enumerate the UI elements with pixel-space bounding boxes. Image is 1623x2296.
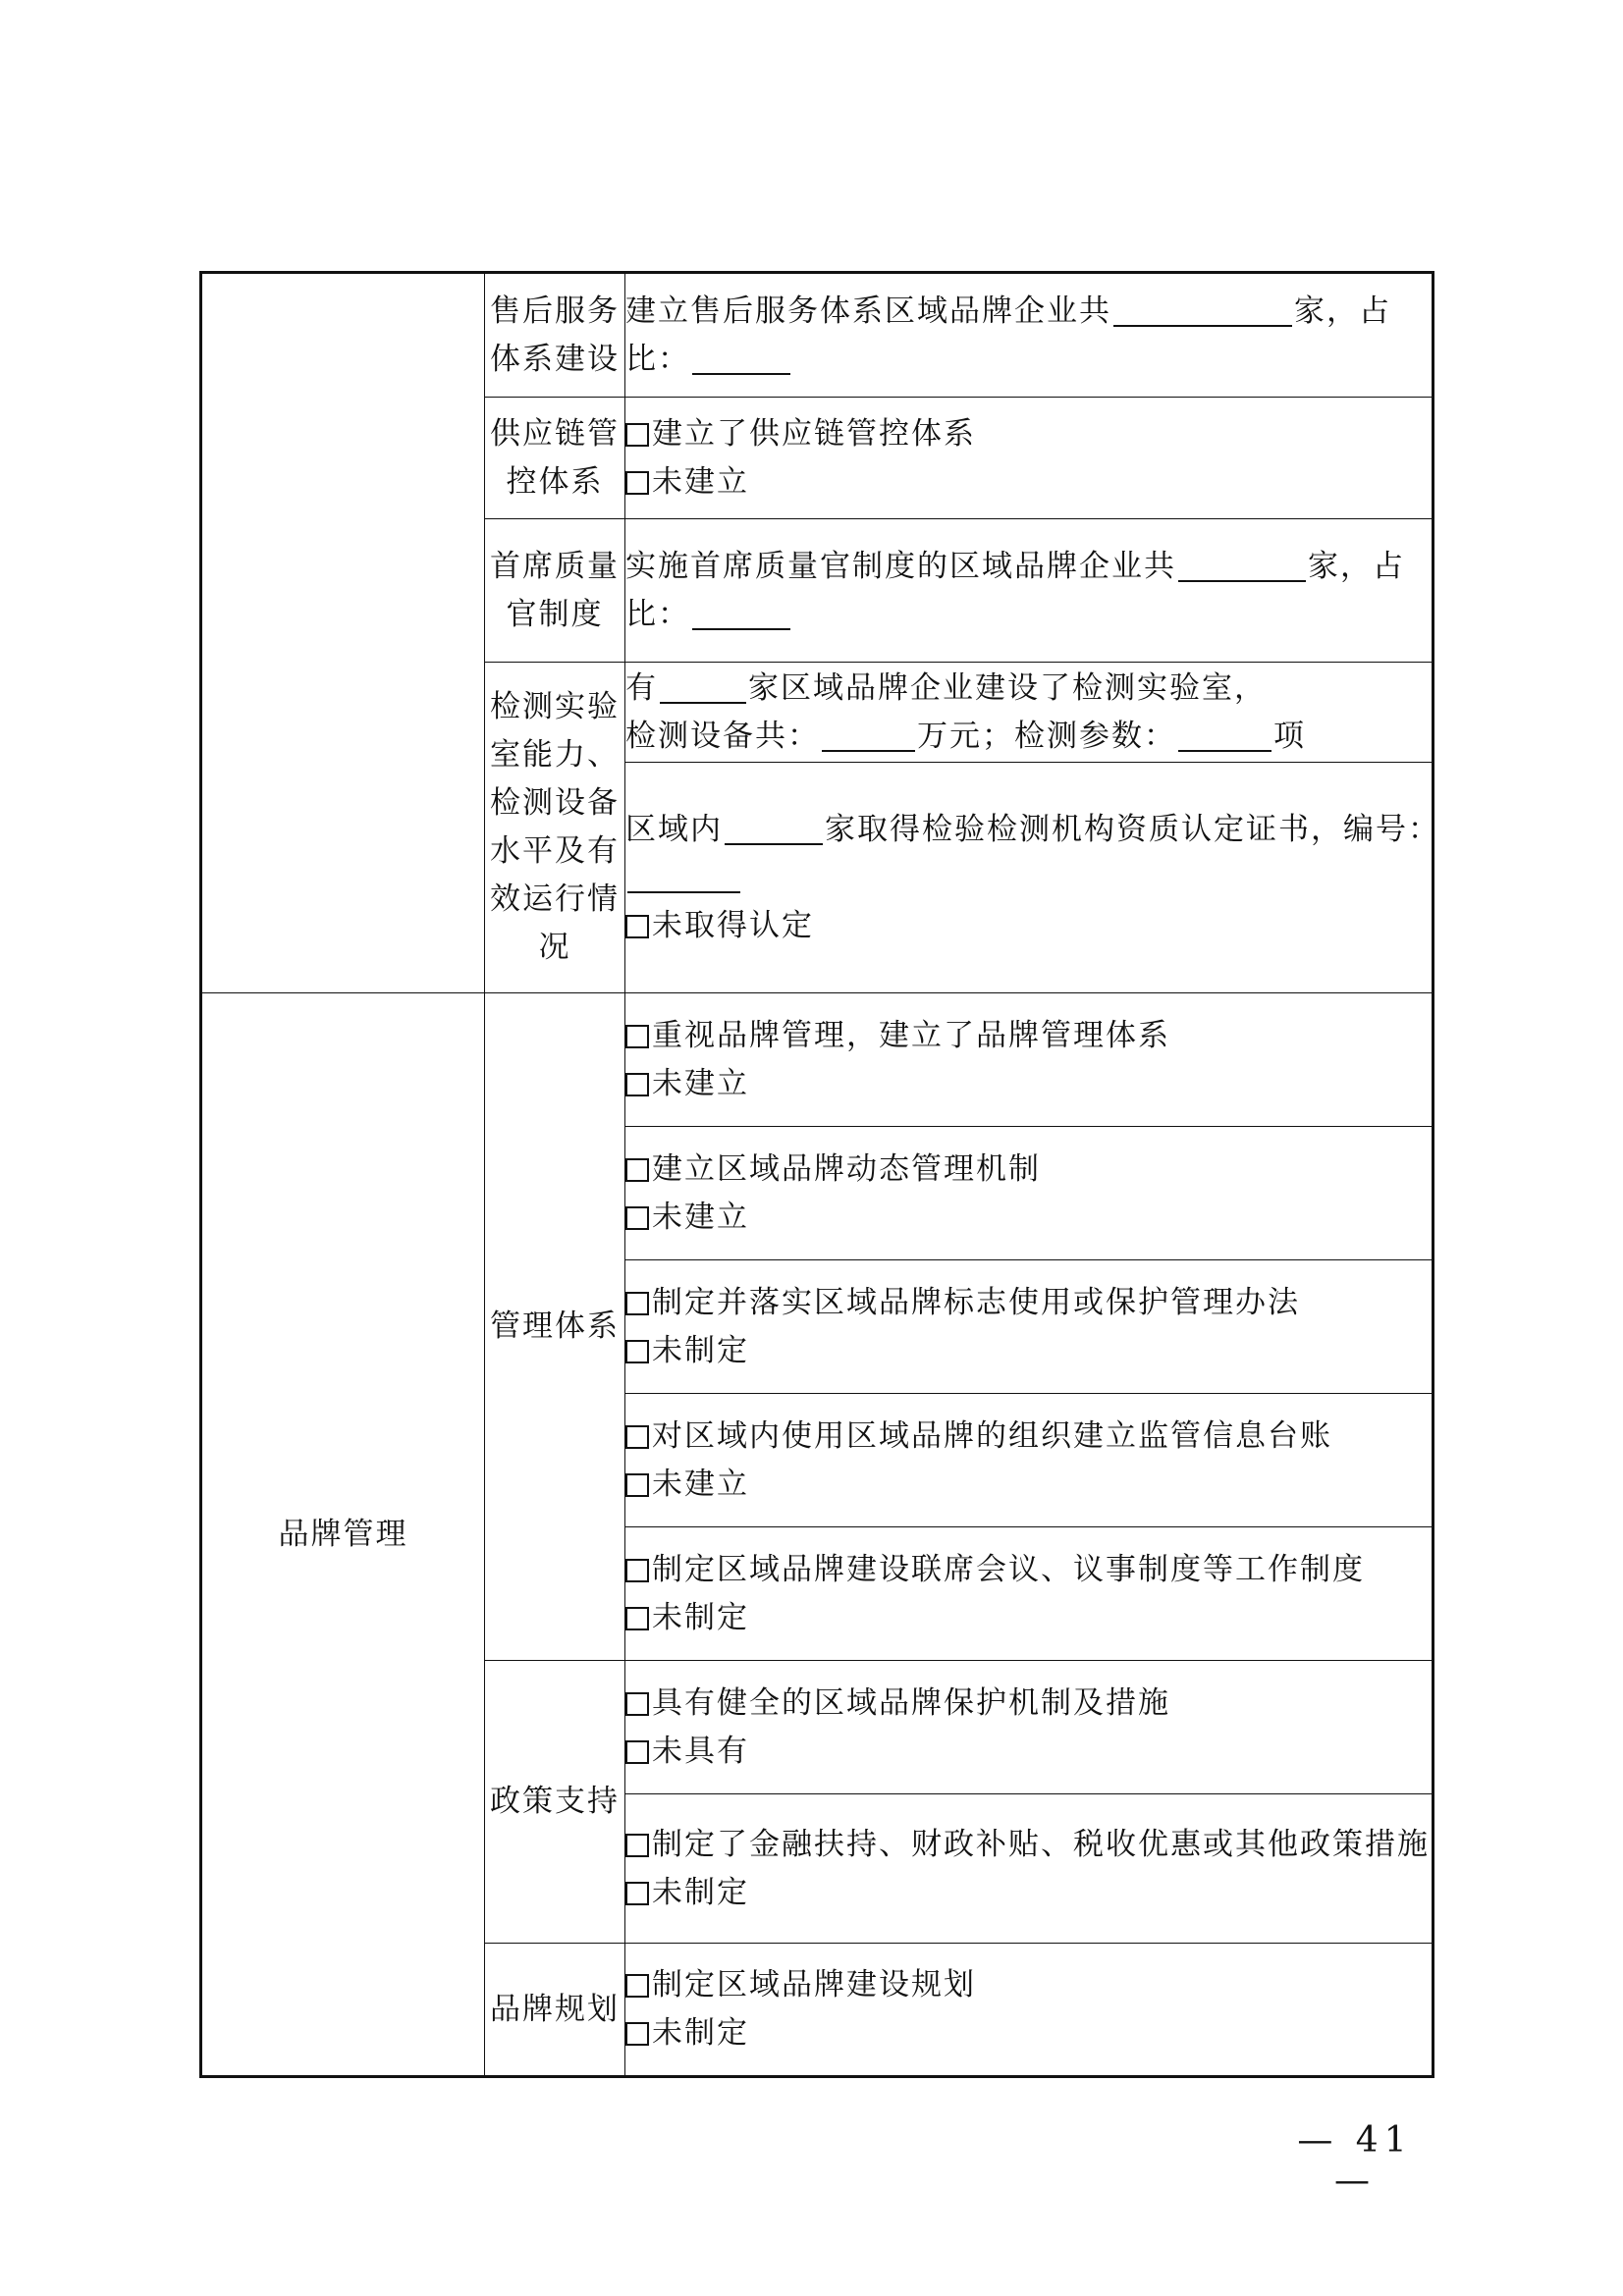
checkbox-icon[interactable] [625,1425,649,1449]
lab-cert-number-blank[interactable] [627,862,740,893]
cqo-count-blank[interactable] [1178,551,1306,582]
continued-category-cell [201,273,485,993]
checkbox-icon[interactable] [625,1607,649,1630]
evaluation-form-table [199,271,1440,2078]
cqo-subcategory: 首席质量官制度 [485,519,625,663]
brand-management-category: 品牌管理 [201,993,485,2077]
lab-cert-count-blank[interactable] [725,814,823,845]
checkbox-icon[interactable] [625,1692,649,1716]
lab-subcategory: 检测实验室能力、检测设备水平及有效运行情况 [485,663,625,993]
aftersales-ratio-blank[interactable] [692,344,790,375]
checkbox-icon[interactable] [625,1882,649,1905]
checkbox-icon[interactable] [625,1473,649,1497]
aftersales-row [201,273,1434,398]
planning-subcategory: 品牌规划 [485,1944,625,2077]
cqo-content: 实施首席质量官制度的区域品牌企业共 家，占 比： [625,519,1434,663]
checkbox-icon[interactable] [625,1025,649,1048]
lab-content-b: 区域内 家取得检验检测机构资质认定证书，编号： 未取得认定 [625,763,1434,993]
checkbox-icon[interactable] [625,1974,649,1998]
policy-subcategory: 政策支持 [485,1661,625,1944]
policy-item-1: 具有健全的区域品牌保护机制及措施 未具有 [625,1661,1434,1794]
lab-enterprise-blank[interactable] [660,672,746,704]
aftersales-count-blank[interactable] [1113,295,1292,327]
planning-item-1: 制定区域品牌建设规划 未制定 [625,1944,1434,2077]
supply-subcategory: 供应链管控体系 [485,398,625,519]
cqo-ratio-blank[interactable] [692,599,790,630]
page-number: — 41 — [1297,2120,1413,2201]
system-item-3: 制定并落实区域品牌标志使用或保护管理办法 未制定 [625,1260,1434,1394]
supply-content: 建立了供应链管控体系 未建立 [625,398,1434,519]
system-item-4: 对区域内使用区域品牌的组织建立监管信息台账 未建立 [625,1394,1434,1527]
system-item-1: 重视品牌管理，建立了品牌管理体系 未建立 [625,993,1434,1127]
policy-item-2: 制定了金融扶持、财政补贴、税收优惠或其他政策措施 未制定 [625,1794,1434,1944]
checkbox-icon[interactable] [625,471,649,495]
checkbox-icon[interactable] [625,1292,649,1315]
checkbox-icon[interactable] [625,1206,649,1230]
lab-content-a: 有 家区域品牌企业建设了检测实验室， 检测设备共： 万元；检测参数： 项 [625,663,1434,763]
checkbox-icon[interactable] [625,1834,649,1857]
checkbox-icon[interactable] [625,1073,649,1096]
lab-params-blank[interactable] [1178,721,1271,752]
checkbox-icon[interactable] [625,1158,649,1182]
checkbox-icon[interactable] [625,1559,649,1582]
checkbox-icon[interactable] [625,2022,649,2046]
brand-system-row-1 [201,993,1434,1127]
checkbox-icon[interactable] [625,1740,649,1764]
aftersales-subcategory: 售后服务体系建设 [485,273,625,398]
checkbox-icon[interactable] [625,1340,649,1363]
lab-equipment-blank[interactable] [822,721,915,752]
system-item-5: 制定区域品牌建设联席会议、议事制度等工作制度 未制定 [625,1527,1434,1661]
aftersales-content: 建立售后服务体系区域品牌企业共 家，占 比： [625,273,1434,398]
system-subcategory: 管理体系 [485,993,625,1661]
checkbox-icon[interactable] [625,423,649,447]
system-item-2: 建立区域品牌动态管理机制 未建立 [625,1127,1434,1260]
checkbox-icon[interactable] [625,915,649,938]
